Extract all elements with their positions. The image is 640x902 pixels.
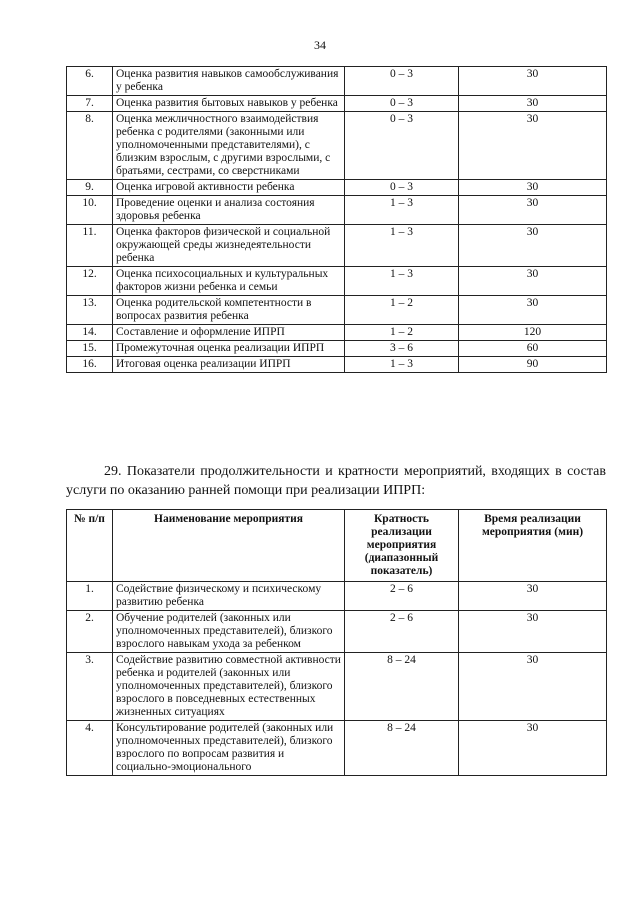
cell-num: 9. [67, 180, 113, 196]
cell-num: 12. [67, 267, 113, 296]
paragraph-text: 29. Показатели продолжительности и кратности мероприятий, входящих в состав услуги по оказанию ранней помощи при реализации ИПРП: [66, 464, 606, 498]
table-row [67, 611, 607, 653]
cell-name: Оценка развития навыков самообслуживания у ребенка [113, 67, 345, 96]
activities-table-continued [66, 66, 607, 373]
cell-range: 1 – 2 [345, 325, 459, 341]
table-row [67, 180, 607, 196]
table-row [67, 325, 607, 341]
cell-range: 8 – 24 [345, 653, 459, 721]
cell-time: 30 [459, 296, 607, 325]
cell-num: 2. [67, 611, 113, 653]
cell-time: 30 [459, 721, 607, 776]
cell-num: 7. [67, 96, 113, 112]
cell-num: 8. [67, 112, 113, 180]
cell-time: 30 [459, 653, 607, 721]
cell-time: 30 [459, 180, 607, 196]
table-row [67, 267, 607, 296]
cell-time: 30 [459, 611, 607, 653]
cell-num: 13. [67, 296, 113, 325]
cell-time: 30 [459, 267, 607, 296]
cell-time: 30 [459, 196, 607, 225]
cell-num: 16. [67, 357, 113, 373]
cell-num: 10. [67, 196, 113, 225]
cell-time: 60 [459, 341, 607, 357]
table-row [67, 721, 607, 776]
cell-time: 120 [459, 325, 607, 341]
cell-time: 30 [459, 96, 607, 112]
cell-range: 3 – 6 [345, 341, 459, 357]
cell-range: 1 – 3 [345, 267, 459, 296]
cell-name: Обучение родителей (законных или уполномоченных представителей), близкого взрослого навыкам ухода за ребенком [113, 611, 345, 653]
cell-range: 8 – 24 [345, 721, 459, 776]
header-name: Наименование мероприятия [113, 510, 345, 582]
cell-range: 1 – 3 [345, 357, 459, 373]
cell-range: 1 – 2 [345, 296, 459, 325]
activities-duration-table [66, 509, 607, 776]
cell-name: Оценка психосоциальных и культуральных факторов жизни ребенка и семьи [113, 267, 345, 296]
cell-time: 30 [459, 225, 607, 267]
cell-time: 90 [459, 357, 607, 373]
header-range: Кратность реализации мероприятия (диапазонный показатель) [345, 510, 459, 582]
cell-range: 0 – 3 [345, 112, 459, 180]
table-row [67, 196, 607, 225]
cell-range: 1 – 3 [345, 196, 459, 225]
cell-range: 0 – 3 [345, 96, 459, 112]
table-row [67, 67, 607, 96]
cell-name: Оценка межличностного взаимодействия ребенка с родителями (законными или уполномоченными представителями), с близким взрослым, с другими взрослыми, с братьями, сестрами, со сверстниками [113, 112, 345, 180]
cell-name: Оценка игровой активности ребенка [113, 180, 345, 196]
cell-time: 30 [459, 67, 607, 96]
table-row [67, 225, 607, 267]
header-time: Время реализации мероприятия (мин) [459, 510, 607, 582]
table-row [67, 112, 607, 180]
header-num: № п/п [67, 510, 113, 582]
cell-name: Составление и оформление ИПРП [113, 325, 345, 341]
cell-num: 1. [67, 582, 113, 611]
cell-name: Оценка родительской компетентности в вопросах развития ребенка [113, 296, 345, 325]
section-paragraph-29 [66, 462, 606, 500]
cell-num: 15. [67, 341, 113, 357]
cell-name: Оценка факторов физической и социальной окружающей среды жизнедеятельности ребенка [113, 225, 345, 267]
table-row [67, 582, 607, 611]
cell-range: 1 – 3 [345, 225, 459, 267]
cell-name: Оценка развития бытовых навыков у ребенка [113, 96, 345, 112]
table-row [67, 296, 607, 325]
cell-range: 2 – 6 [345, 611, 459, 653]
cell-name: Содействие развитию совместной активности ребенка и родителей (законных или уполномоченных представителей), близкого взрослого в повседневных естественных жизненных ситуациях [113, 653, 345, 721]
cell-num: 6. [67, 67, 113, 96]
cell-range: 0 – 3 [345, 180, 459, 196]
table-header-row [67, 510, 607, 582]
cell-num: 11. [67, 225, 113, 267]
cell-name: Консультирование родителей (законных или уполномоченных представителей), близкого взрослого по вопросам развития и социально-эмоционального [113, 721, 345, 776]
cell-num: 4. [67, 721, 113, 776]
cell-name: Содействие физическому и психическому развитию ребенка [113, 582, 345, 611]
cell-range: 2 – 6 [345, 582, 459, 611]
cell-num: 3. [67, 653, 113, 721]
table-row [67, 653, 607, 721]
cell-num: 14. [67, 325, 113, 341]
cell-name: Проведение оценки и анализа состояния здоровья ребенка [113, 196, 345, 225]
cell-time: 30 [459, 582, 607, 611]
page-number: 34 [314, 38, 326, 52]
table-row [67, 341, 607, 357]
table-row [67, 357, 607, 373]
cell-name: Итоговая оценка реализации ИПРП [113, 357, 345, 373]
cell-range: 0 – 3 [345, 67, 459, 96]
table-row [67, 96, 607, 112]
cell-name: Промежуточная оценка реализации ИПРП [113, 341, 345, 357]
cell-time: 30 [459, 112, 607, 180]
